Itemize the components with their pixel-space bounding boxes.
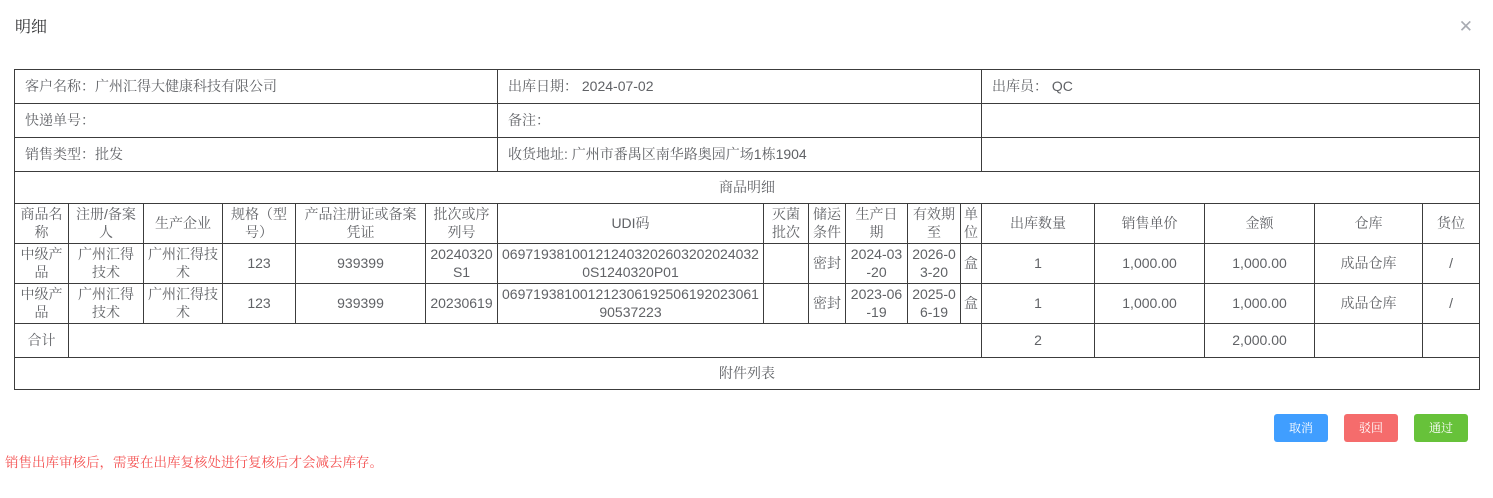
address-value: 广州市番禺区南华路奥园广场1栋1904 [571, 145, 807, 162]
cell-warehouse: 成品仓库 [1315, 244, 1423, 284]
page-title: 明细 [15, 19, 48, 36]
total-amount: 2,000.00 [1205, 324, 1315, 358]
cell-warehouse: 成品仓库 [1315, 284, 1423, 324]
audit-note: 销售出库审核后，需要在出库复核处进行复核后才会减去库存。 [5, 455, 383, 470]
tracking-cell [15, 104, 498, 138]
col-batch: 批次或序列号 [426, 204, 498, 244]
cell-location: / [1423, 284, 1480, 324]
out-date-label: 出库日期： [508, 77, 578, 94]
remark-cell [498, 104, 982, 138]
col-name: 商品名称 [15, 204, 69, 244]
info-row-2 [15, 104, 1480, 138]
col-qty: 出库数量 [982, 204, 1095, 244]
out-clerk-label: 出库员： [992, 77, 1049, 94]
customer-value: 广州汇得大健康科技有限公司 [95, 77, 277, 94]
empty-cell [1315, 324, 1423, 358]
cell-expiry: 2026-03-20 [908, 244, 961, 284]
approve-button[interactable]: 通过 [1414, 414, 1468, 442]
cell-batch: 20240320S1 [426, 244, 498, 284]
cell-spec: 123 [223, 284, 296, 324]
cell-name: 中级产品 [15, 244, 69, 284]
cell-cert: 939399 [296, 284, 426, 324]
cell-manufacturer: 广州汇得技术 [144, 244, 223, 284]
col-manufacturer: 生产企业 [144, 204, 223, 244]
cell-registrant: 广州汇得技术 [69, 244, 144, 284]
col-storage: 储运条件 [809, 204, 846, 244]
cell-sterile-batch [764, 244, 809, 284]
col-udi: UDI码 [498, 204, 764, 244]
col-cert: 产品注册证或备案凭证 [296, 204, 426, 244]
sale-type-value: 批发 [95, 145, 123, 162]
reject-button[interactable]: 驳回 [1344, 414, 1398, 442]
total-qty: 2 [982, 324, 1095, 358]
cell-storage: 密封 [809, 284, 846, 324]
footer-buttons [0, 414, 1468, 442]
cell-unit: 盒 [961, 244, 982, 284]
col-expiry: 有效期至 [908, 204, 961, 244]
address-label: 收货地址: [508, 145, 572, 162]
remark-label: 备注： [508, 111, 550, 128]
info-row-1 [15, 70, 1480, 104]
col-warehouse: 仓库 [1315, 204, 1423, 244]
customer-label: 客户名称： [25, 77, 95, 94]
out-date-value: 2024-07-02 [581, 77, 654, 94]
empty-cell [1095, 324, 1205, 358]
cell-spec: 123 [223, 244, 296, 284]
modal-header [0, 0, 1493, 52]
cell-manufacturer: 广州汇得技术 [144, 284, 223, 324]
close-icon[interactable]: ✕ [1458, 17, 1473, 36]
cell-amount: 1,000.00 [1205, 284, 1315, 324]
customer-cell [15, 70, 498, 104]
cell-registrant: 广州汇得技术 [69, 284, 144, 324]
total-label: 合计 [15, 324, 69, 358]
out-date-cell [498, 70, 982, 104]
cell-name: 中级产品 [15, 284, 69, 324]
cell-expiry: 2025-06-19 [908, 284, 961, 324]
sale-type-label: 销售类型： [25, 145, 95, 162]
col-spec: 规格（型号） [223, 204, 296, 244]
product-section-title: 商品明细 [15, 172, 1480, 204]
col-amount: 金额 [1205, 204, 1315, 244]
cancel-button[interactable]: 取消 [1274, 414, 1328, 442]
address-cell [498, 138, 982, 172]
total-spacer-cell [69, 324, 982, 358]
col-registrant: 注册/备案人 [69, 204, 144, 244]
detail-table [14, 69, 1480, 390]
cell-prod-date: 2023-06-19 [846, 284, 908, 324]
cell-udi: 0697193810012124032026032020240320S1240320P01 [498, 244, 764, 284]
empty-cell [982, 104, 1480, 138]
empty-cell [1423, 324, 1480, 358]
cell-qty: 1 [982, 284, 1095, 324]
cell-sterile-batch [764, 284, 809, 324]
total-row [15, 324, 1480, 358]
cell-unit: 盒 [961, 284, 982, 324]
col-location: 货位 [1423, 204, 1480, 244]
cell-udi: 06971938100121230619250619202306190537223 [498, 284, 764, 324]
cell-cert: 939399 [296, 244, 426, 284]
cell-price: 1,000.00 [1095, 244, 1205, 284]
col-price: 销售单价 [1095, 204, 1205, 244]
info-row-3 [15, 138, 1480, 172]
empty-cell [982, 138, 1480, 172]
product-header-row [15, 204, 1480, 244]
attachment-section-title: 附件列表 [15, 358, 1480, 390]
col-sterile-batch: 灭菌批次 [764, 204, 809, 244]
out-clerk-cell [982, 70, 1480, 104]
cell-price: 1,000.00 [1095, 284, 1205, 324]
product-row [15, 284, 1480, 324]
cell-location: / [1423, 244, 1480, 284]
product-row [15, 244, 1480, 284]
product-section-band [15, 172, 1480, 204]
col-prod-date: 生产日期 [846, 204, 908, 244]
col-unit: 单位 [961, 204, 982, 244]
sale-type-cell [15, 138, 498, 172]
cell-amount: 1,000.00 [1205, 244, 1315, 284]
attachment-section-band [15, 358, 1480, 390]
cell-qty: 1 [982, 244, 1095, 284]
cell-batch: 20230619 [426, 284, 498, 324]
cell-storage: 密封 [809, 244, 846, 284]
cell-prod-date: 2024-03-20 [846, 244, 908, 284]
tracking-label: 快递单号： [25, 111, 95, 128]
out-clerk-value: QC [1051, 77, 1073, 94]
